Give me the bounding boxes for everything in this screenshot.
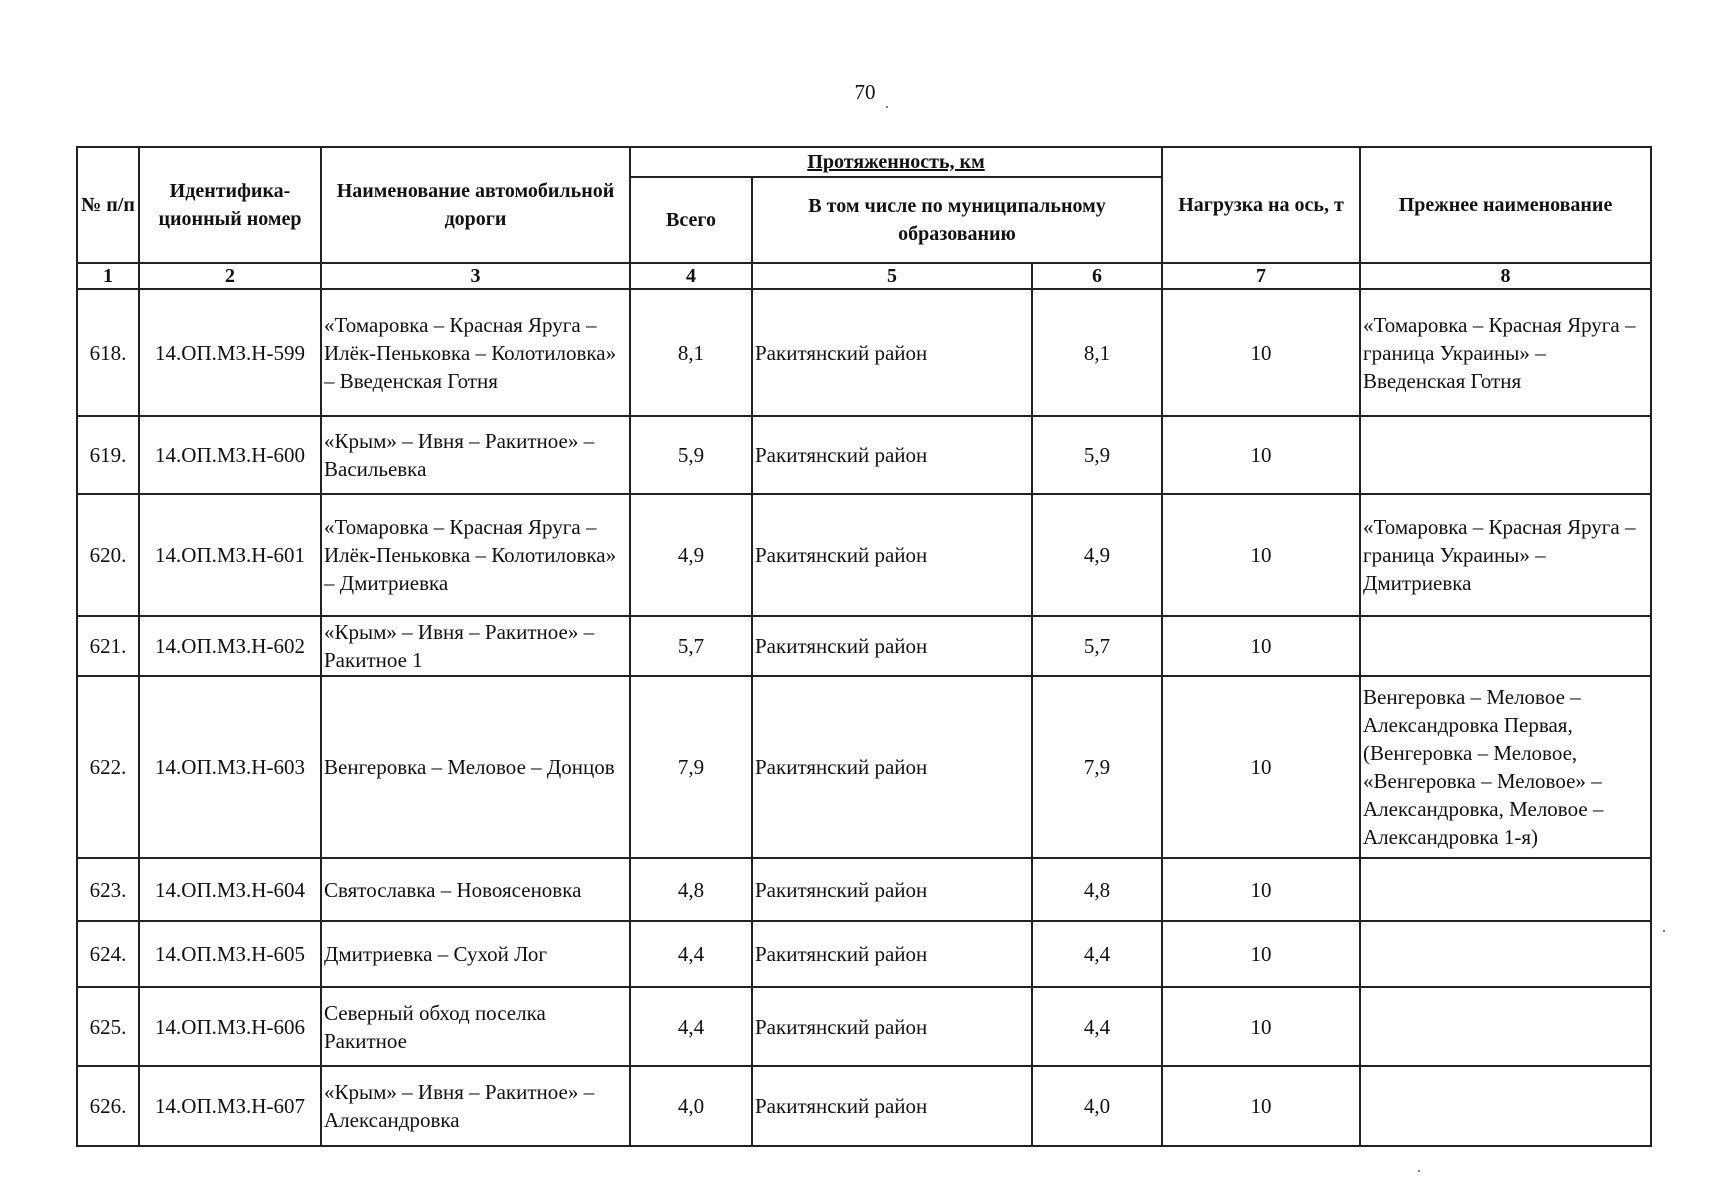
municipality: Ракитянский район [752,494,1032,616]
header-previous-name: Прежнее наименование [1360,147,1651,263]
length-total: 4,4 [630,987,752,1066]
header-axle-load: Нагрузка на ось, т [1162,147,1360,263]
road-name: «Томаровка – Красная Яруга – Илёк-Пеньковка – Колотиловка» – Введенская Готня [321,289,630,416]
municipal-length: 7,9 [1032,676,1162,858]
length-total: 8,1 [630,289,752,416]
table-row [77,289,1651,416]
scan-speck [886,106,888,108]
municipal-length: 8,1 [1032,289,1162,416]
road-id: 14.ОП.МЗ.Н-607 [139,1066,321,1146]
scan-speck [1418,1170,1420,1172]
row-number: 619. [77,416,139,494]
table-row [77,987,1651,1066]
axle-load: 10 [1162,987,1360,1066]
row-number: 624. [77,921,139,987]
municipality: Ракитянский район [752,676,1032,858]
column-number: 6 [1032,263,1162,289]
header-total: Всего [630,177,752,263]
length-total: 5,7 [630,616,752,676]
road-name: «Крым» – Ивня – Ракитное» – Александровка [321,1066,630,1146]
axle-load: 10 [1162,616,1360,676]
municipality: Ракитянский район [752,1066,1032,1146]
row-number: 625. [77,987,139,1066]
road-name: «Томаровка – Красная Яруга – Илёк-Пеньковка – Колотиловка» – Дмитриевка [321,494,630,616]
length-total: 7,9 [630,676,752,858]
road-id: 14.ОП.МЗ.Н-600 [139,416,321,494]
length-total: 4,8 [630,858,752,921]
municipal-length: 4,0 [1032,1066,1162,1146]
axle-load: 10 [1162,676,1360,858]
table-row [77,616,1651,676]
axle-load: 10 [1162,289,1360,416]
municipality: Ракитянский район [752,987,1032,1066]
road-id: 14.ОП.МЗ.Н-606 [139,987,321,1066]
length-total: 4,0 [630,1066,752,1146]
roads-table-container [76,146,1650,1147]
road-name: Северный обход поселка Ракитное [321,987,630,1066]
municipality: Ракитянский район [752,289,1032,416]
length-total: 5,9 [630,416,752,494]
header-length-group: Протяженность, км [630,147,1162,177]
municipality: Ракитянский район [752,858,1032,921]
row-number: 621. [77,616,139,676]
column-number: 3 [321,263,630,289]
axle-load: 10 [1162,494,1360,616]
column-number: 1 [77,263,139,289]
table-row [77,676,1651,858]
column-number: 8 [1360,263,1651,289]
road-id: 14.ОП.МЗ.Н-604 [139,858,321,921]
scan-speck [1663,930,1665,932]
table-row [77,494,1651,616]
road-name: Дмитриевка – Сухой Лог [321,921,630,987]
municipality: Ракитянский район [752,416,1032,494]
column-number: 7 [1162,263,1360,289]
length-total: 4,4 [630,921,752,987]
row-number: 618. [77,289,139,416]
table-row [77,416,1651,494]
road-name: Святославка – Новоясеновка [321,858,630,921]
axle-load: 10 [1162,416,1360,494]
municipality: Ракитянский район [752,616,1032,676]
axle-load: 10 [1162,858,1360,921]
header-road-name: Наименование автомобильной дороги [321,147,630,263]
municipality: Ракитянский район [752,921,1032,987]
previous-name [1360,858,1651,921]
municipal-length: 4,4 [1032,987,1162,1066]
previous-name [1360,921,1651,987]
row-number: 623. [77,858,139,921]
municipal-length: 4,9 [1032,494,1162,616]
previous-name [1360,987,1651,1066]
axle-load: 10 [1162,921,1360,987]
municipal-length: 4,4 [1032,921,1162,987]
municipal-length: 5,9 [1032,416,1162,494]
road-name: «Крым» – Ивня – Ракитное» – Васильевка [321,416,630,494]
table-row [77,1066,1651,1146]
previous-name [1360,616,1651,676]
row-number: 622. [77,676,139,858]
road-id: 14.ОП.МЗ.Н-602 [139,616,321,676]
previous-name: Венгеровка – Меловое – Александровка Первая, (Венгеровка – Меловое, «Венгеровка – Меловое» – Александровка, Меловое – Александровка 1-я) [1360,676,1651,858]
road-name: Венгеровка – Меловое – Донцов [321,676,630,858]
header-municipal: В том числе по муниципальному образованию [752,177,1162,263]
previous-name: «Томаровка – Красная Яруга – граница Украины» – Введенская Готня [1360,289,1651,416]
road-id: 14.ОП.МЗ.Н-603 [139,676,321,858]
road-id: 14.ОП.МЗ.Н-605 [139,921,321,987]
column-number: 2 [139,263,321,289]
table-row [77,858,1651,921]
previous-name [1360,416,1651,494]
axle-load: 10 [1162,1066,1360,1146]
previous-name [1360,1066,1651,1146]
length-total: 4,9 [630,494,752,616]
row-number: 626. [77,1066,139,1146]
row-number: 620. [77,494,139,616]
column-number: 5 [752,263,1032,289]
header-id: Идентифика- ционный номер [139,147,321,263]
roads-table [76,146,1652,1147]
road-id: 14.ОП.МЗ.Н-601 [139,494,321,616]
previous-name: «Томаровка – Красная Яруга – граница Украины» – Дмитриевка [1360,494,1651,616]
road-id: 14.ОП.МЗ.Н-599 [139,289,321,416]
column-number: 4 [630,263,752,289]
header-number: № п/п [77,147,139,263]
municipal-length: 5,7 [1032,616,1162,676]
page-number: 70 [854,80,876,104]
road-name: «Крым» – Ивня – Ракитное» – Ракитное 1 [321,616,630,676]
municipal-length: 4,8 [1032,858,1162,921]
table-row [77,921,1651,987]
column-number-row [77,263,1651,289]
